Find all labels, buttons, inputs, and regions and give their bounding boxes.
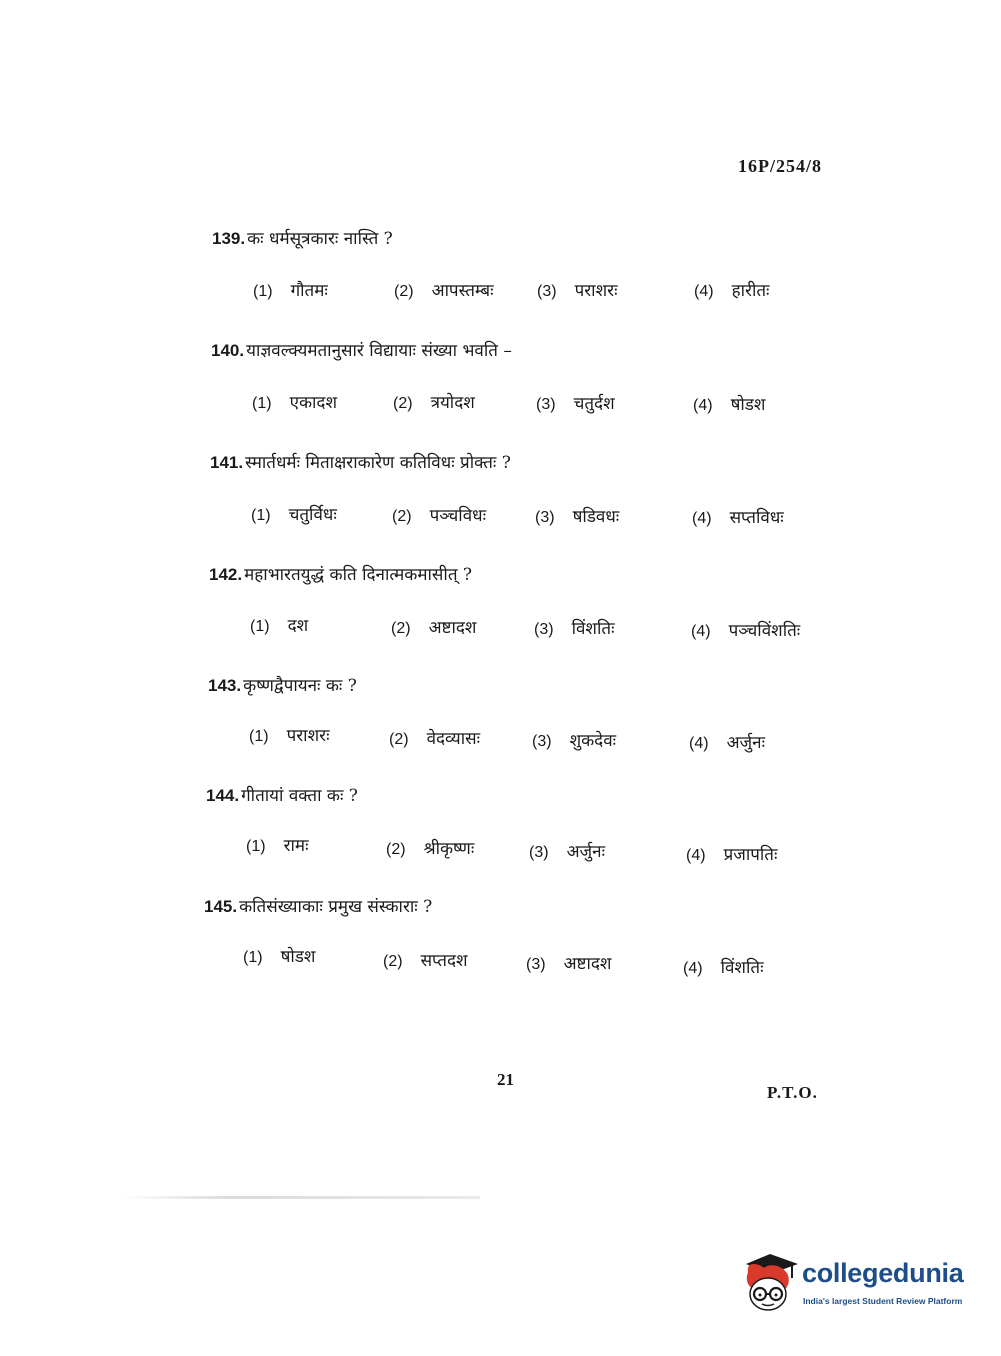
option-3: (3) षडिवधः — [535, 507, 620, 527]
option-4: (4) पञ्चविंशतिः — [691, 621, 801, 641]
option-4: (4) सप्तविधः — [692, 508, 784, 528]
logo-wordmark: collegedunia — [802, 1258, 964, 1288]
option-2: (2) त्रयोदश — [393, 393, 475, 413]
student-mascot-icon — [740, 1250, 800, 1316]
option-3: (3) चतुर्दश — [536, 394, 615, 414]
question-number: 144. — [206, 786, 240, 805]
option-4: (4) विंशतिः — [683, 958, 764, 978]
question-stem — [208, 673, 357, 696]
option-1: (1) दश — [250, 616, 309, 636]
question-145 — [0, 894, 1001, 994]
question-text: कृष्णद्वैपायनः कः ? — [243, 676, 357, 696]
question-144 — [0, 783, 1001, 883]
paper-code: 16P/254/8 — [738, 156, 822, 176]
question-text: महाभारतयुद्धं कति दिनात्मकमासीत् ? — [244, 565, 473, 585]
question-text: कतिसंख्याकाः प्रमुख संस्काराः ? — [239, 897, 433, 917]
question-text: स्मार्तधर्मः मिताक्षराकारेण कतिविधः प्रोक्तः ? — [245, 453, 511, 473]
option-4: (4) हारीतः — [694, 281, 770, 301]
logo-tagline: India's largest Student Review Platform — [803, 1296, 963, 1306]
question-number: 141. — [210, 453, 244, 472]
option-2: (2) आपस्तम्बः — [394, 281, 494, 301]
option-4: (4) षोडश — [693, 395, 766, 415]
question-stem — [210, 450, 511, 473]
option-3: (3) शुकदेवः — [532, 731, 617, 751]
question-stem — [212, 226, 393, 249]
question-text: याज्ञवल्क्यमतानुसारं विद्यायाः संख्या भवति – — [246, 341, 512, 361]
option-1: (1) रामः — [246, 836, 309, 856]
pto-label: P.T.O. — [767, 1083, 818, 1102]
question-stem — [211, 338, 512, 361]
option-3: (3) अष्टादश — [526, 954, 612, 974]
question-stem — [209, 562, 472, 585]
question-142 — [0, 562, 1001, 662]
question-text: कः धर्मसूत्रकारः नास्ति ? — [247, 229, 393, 249]
page-number: 21 — [497, 1070, 514, 1089]
question-number: 142. — [209, 565, 243, 584]
option-1: (1) एकादश — [252, 393, 338, 413]
question-number: 140. — [211, 341, 245, 360]
question-text: गीतायां वक्ता कः ? — [241, 786, 358, 806]
option-3: (3) अर्जुनः — [529, 842, 606, 862]
option-1: (1) षोडश — [243, 947, 316, 967]
option-4: (4) प्रजापतिः — [686, 845, 778, 865]
question-141 — [0, 450, 1001, 550]
option-1: (1) पराशरः — [249, 726, 330, 746]
option-4: (4) अर्जुनः — [689, 733, 766, 753]
option-2: (2) वेदव्यासः — [389, 729, 481, 749]
option-2: (2) श्रीकृष्णः — [386, 839, 475, 859]
question-number: 143. — [208, 676, 242, 695]
option-2: (2) पञ्चविधः — [392, 506, 487, 526]
question-139 — [0, 226, 1001, 326]
question-140 — [0, 338, 1001, 438]
question-number: 139. — [212, 229, 246, 248]
option-1: (1) गौतमः — [253, 281, 328, 301]
option-1: (1) चतुर्विधः — [251, 505, 337, 525]
option-2: (2) अष्टादश — [391, 618, 477, 638]
question-143 — [0, 673, 1001, 773]
question-stem — [206, 783, 358, 806]
question-number: 145. — [204, 897, 238, 916]
option-3: (3) पराशरः — [537, 281, 618, 301]
collegedunia-logo — [740, 1250, 970, 1320]
option-3: (3) विंशतिः — [534, 619, 615, 639]
question-stem — [204, 894, 432, 917]
scan-streak — [120, 1196, 480, 1199]
option-2: (2) सप्तदश — [383, 951, 468, 971]
